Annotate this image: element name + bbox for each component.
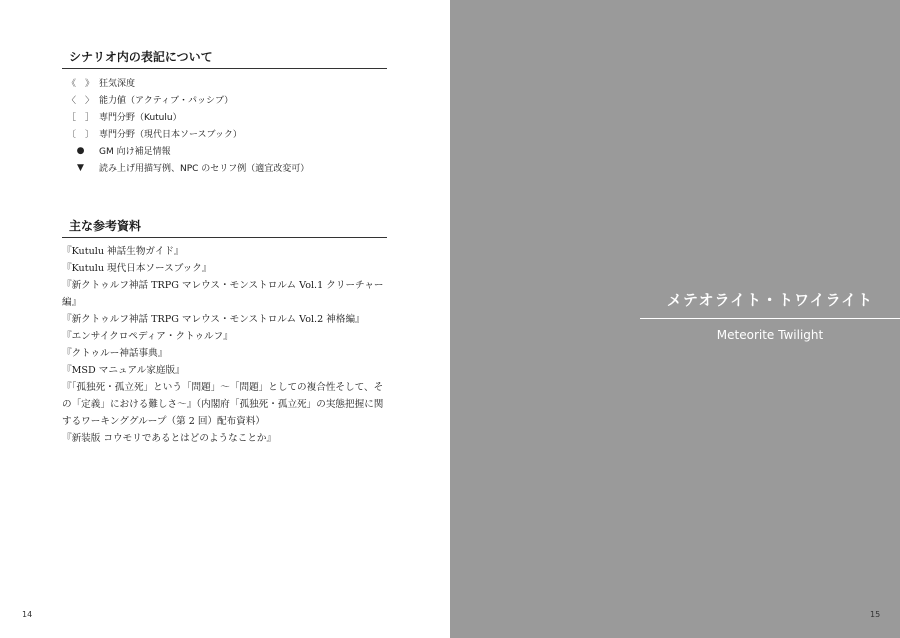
reference-item: 『エンサイクロペディア・クトゥルフ』	[62, 331, 233, 342]
notation-heading: シナリオ内の表記について	[62, 49, 387, 69]
notation-desc: 能力値（アクティブ・パッシブ）	[99, 96, 234, 106]
scenario-title-jp: メテオライト・トワイライト	[666, 291, 874, 309]
reference-item: 『新装版 コウモリであるとはどのようなことか』	[62, 433, 277, 444]
notation-row	[62, 125, 392, 142]
notation-symbol: 《 》	[66, 79, 94, 89]
reference-item: 『新クトゥルフ神話 TRPG マレウス・モンストロルム Vol.2 神格編』	[62, 314, 365, 325]
notation-symbol: ［ ］	[66, 113, 94, 123]
notation-desc: 専門分野（現代日本ソースブック）	[99, 130, 242, 140]
reference-item: 『Kutulu 神話生物ガイド』	[62, 246, 184, 257]
notation-desc: 狂気深度	[99, 79, 136, 89]
notation-row	[62, 142, 392, 159]
page-number-right: 15	[870, 610, 881, 619]
reference-item: 『「孤独死・孤立死」という「問題」～「問題」としての複合性そして、その「定義」における難しさ～』（内閣府「孤独死・孤立死」の実態把握に関するワーキンググループ（第 2 回）配布資料）	[62, 382, 384, 427]
references-list	[62, 243, 392, 447]
reference-item: 『MSD マニュアル家庭版』	[62, 365, 185, 376]
right-page	[450, 0, 900, 638]
notation-symbol: 〈 〉	[66, 96, 94, 106]
reference-item: 『Kutulu 現代日本ソースブック』	[62, 263, 212, 274]
references-heading: 主な参考資料	[62, 218, 387, 238]
notation-list	[62, 74, 392, 176]
notation-desc: 専門分野（Kutulu）	[99, 113, 182, 123]
notation-row	[62, 91, 392, 108]
notation-symbol: 〔 〕	[66, 130, 94, 140]
notation-row	[62, 74, 392, 91]
reference-item: 『新クトゥルフ神話 TRPG マレウス・モンストロルム Vol.1 クリーチャー編』	[62, 280, 384, 308]
page-number-left: 14	[22, 610, 33, 619]
scenario-title-en: Meteorite Twilight	[716, 328, 824, 342]
notation-row	[62, 159, 392, 176]
notation-desc: 読み上げ用描写例、NPC のセリフ例（適宜改変可）	[99, 164, 310, 174]
notation-symbol: ▼	[77, 162, 84, 173]
notation-row	[62, 108, 392, 125]
notation-desc: GM 向け補足情報	[99, 147, 171, 157]
title-divider	[640, 318, 900, 319]
reference-item: 『クトゥルー神話事典』	[62, 348, 168, 359]
notation-symbol: ●	[76, 145, 85, 156]
